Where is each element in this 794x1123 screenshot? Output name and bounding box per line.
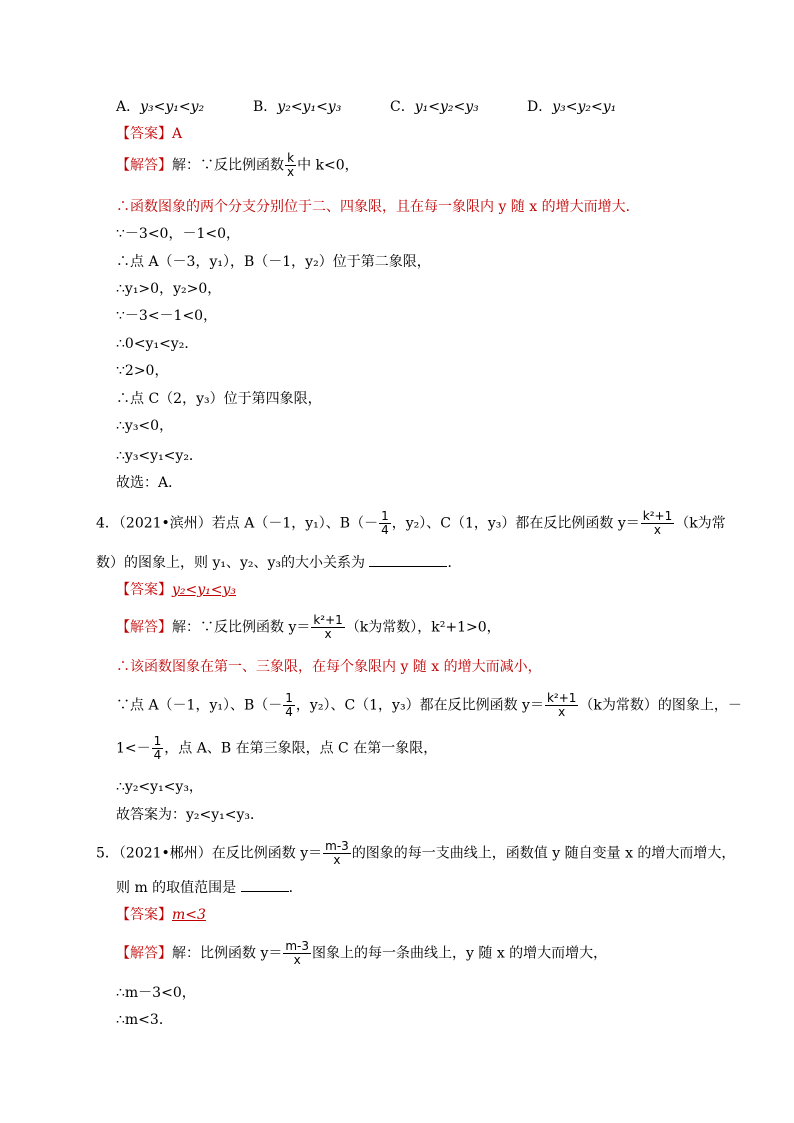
fraction: $\frac{k}{x}$ — [287, 151, 295, 179]
q4-analysis: 【解答】解：∵反比例函数 y＝ $\frac{\text{k²+1}}{x}$ （k为常数），k²+1>0， — [116, 613, 501, 641]
q4-step: ∴y₂<y₁<y₃， — [116, 779, 203, 795]
q4-stem: 4．（2021•滨州）若点 A（－1，y₁）、B（－ $\frac{1}{4}$ ，y₂）、C（1，y₃）都在反比例函数 y＝ $\frac{\text{k²+1}}{x}$ （k为常 — [96, 509, 726, 537]
q5-step: ∴m<3． — [116, 1012, 173, 1028]
q3-answer: 【答案】A — [116, 126, 183, 142]
q3-step: 故选：A． — [116, 475, 183, 491]
q3-step: ∵－3<－1<0， — [116, 308, 218, 324]
q5-answer: 【答案】m<3 — [116, 907, 206, 923]
q3-step: ∴y₃<0， — [116, 418, 174, 434]
q5-analysis: 【解答】解：比例函数 y＝ $\frac{m-3}{x}$ 图象上的每一条曲线上，y 随 x 的增大而增大， — [116, 939, 608, 967]
q3-step: ∴0<y₁<y₂． — [116, 336, 199, 352]
q5-stem-line2: 则 m 的取值范围是 ． — [116, 877, 303, 898]
option-d: D．y₃<y₂<y₁ — [527, 99, 617, 115]
q4-step: ∴该函数图象在第一、三象限，在每个象限内 y 随 x 的增大而减小， — [116, 659, 542, 675]
q4-step: 故答案为：y₂<y₁<y₃． — [116, 807, 265, 823]
q3-step: ∴函数图象的两个分支分别位于二、四象限，且在每一象限内 y 随 x 的增大而增大． — [116, 199, 640, 215]
q3-step: ∴y₃<y₁<y₂． — [116, 448, 203, 464]
q3-options — [116, 97, 664, 117]
q3-step: ∵－3<0，－1<0， — [116, 226, 240, 242]
option-c: C．y₁<y₂<y₃ — [390, 99, 479, 115]
q4-step: ∵点 A（－1，y₁）、B（－ $\frac{1}{4}$ ，y₂）、C（1，y₃）都在反比例函数 y＝ $\frac{\text{k²+1}}{x}$ （k为常数）的图象上，－ — [116, 691, 742, 719]
q5-step: ∴m－3<0， — [116, 985, 196, 1001]
option-b: B．y₂<y₁<y₃ — [253, 99, 342, 115]
option-a: A．y₃<y₁<y₂ — [116, 99, 205, 115]
q4-answer: 【答案】y₂<y₁<y₃ — [116, 582, 237, 598]
answer-blank — [369, 552, 447, 567]
q3-step: ∴y₁>0，y₂>0， — [116, 281, 222, 297]
answer-blank — [241, 877, 289, 892]
q3-step: ∴点 C（2，y₃）位于第四象限， — [116, 391, 322, 407]
q4-step: 1<－ $\frac{1}{4}$ ，点 A、B 在第三象限，点 C 在第一象限， — [116, 734, 438, 762]
q5-stem: 5．（2021•郴州）在反比例函数 y＝ $\frac{m-3}{x}$ 的图象的每一支曲线上，函数值 y 随自变量 x 的增大而增大， — [96, 839, 736, 867]
q3-step: ∵2>0， — [116, 363, 169, 379]
q3-step: ∴点 A（－3，y₁），B（－1，y₂）位于第二象限， — [116, 254, 431, 270]
q3-analysis: 【解答】解：∵反比例函数 $\frac{k}{x}$ 中 k<0， — [116, 151, 359, 179]
q4-stem-line2: 数）的图象上，则 y₁、y₂、y₃的大小关系为 ． — [96, 552, 461, 573]
